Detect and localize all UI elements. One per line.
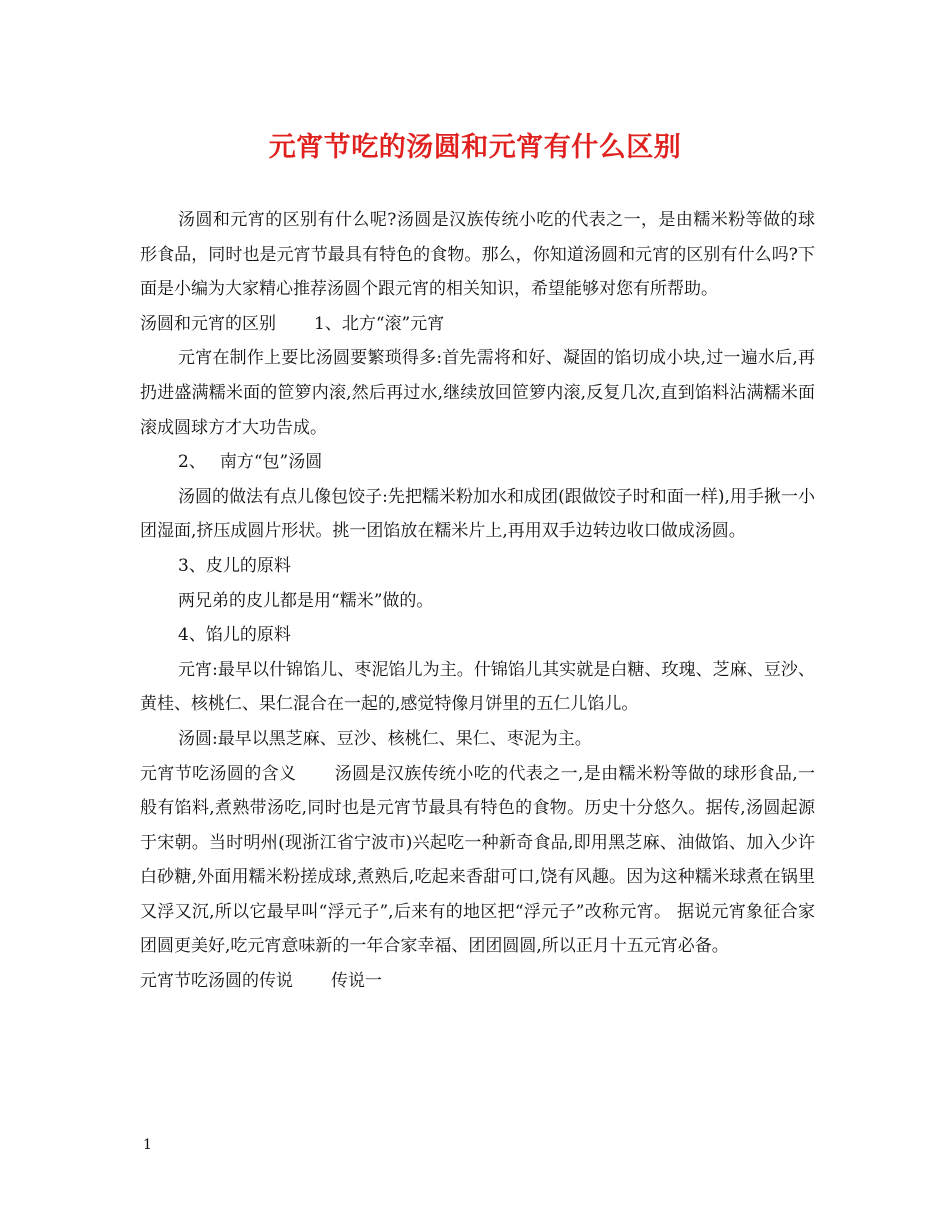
item1-title: 1、北方“滚”元宵	[314, 313, 445, 334]
section2-text: 汤圆是汉族传统小吃的代表之一,是由糯米粉等做的球形食品,一般有馅料,煮熟带汤吃,同时也是元宵节最具有特色的食物。历史十分悠久。据传,汤圆起源于宋朝。当时明州(现浙江省宁波市)兴起吃一种新奇食品,即用黑芝麻、油做馅、加入少许白砂糖,外面用糯米粉搓成球,煮熟后,吃起来香甜可口,饶有风趣。因为这种糯米球煮在锅里又浮又沉,所以它最早叫“浮元子”,后来有的地区把“浮元子”改称元宵。 据说元宵象征合家团圆更美好,吃元宵意味新的一年合家幸福、团团圆圆,所以正月十五元宵必备。	[140, 763, 816, 957]
item4-paragraph-yuanxiao: 元宵:最早以什锦馅儿、枣泥馅儿为主。什锦馅儿其实就是白糖、玫瑰、芝麻、豆沙、黄桂、核桃仁、果仁混合在一起的,感觉特像月饼里的五仁儿馅儿。	[140, 659, 815, 715]
item2-title-line	[140, 445, 815, 480]
section2-heading: 元宵节吃汤圆的含义	[140, 763, 297, 784]
document-title: 元宵节吃的汤圆和元宵有什么区别	[268, 132, 682, 163]
page-number: 1	[143, 1137, 152, 1153]
item1-paragraph: 元宵在制作上要比汤圆要繁琐得多:首先需将和好、凝固的馅切成小块,过一遍水后,再扔进盛满糯米面的笸箩内滚,然后再过水,继续放回笸箩内滚,反复几次,直到馅料沾满糯米面滚成圆球方才大功告成。	[140, 348, 815, 438]
section3-subheading: 传说一	[331, 971, 382, 992]
item2-number: 2、	[178, 452, 206, 473]
section2-paragraph	[140, 757, 815, 965]
item4-paragraph-tangyuan: 汤圆:最早以黑芝麻、豆沙、核桃仁、果仁、枣泥为主。	[178, 728, 592, 749]
intro-paragraph: 汤圆和元宵的区别有什么呢?汤圆是汉族传统小吃的代表之一，是由糯米粉等做的球形食品，同时也是元宵节最具有特色的食物。那么，你知道汤圆和元宵的区别有什么吗?下面是小编为大家精心推荐汤圆个跟元宵的相关知识，希望能够对您有所帮助。	[140, 210, 815, 300]
section3-heading-line	[140, 964, 815, 999]
item2-title: 南方“包”汤圆	[219, 452, 323, 473]
section1-heading-line	[140, 307, 815, 342]
document-body	[140, 203, 815, 999]
item4-title: 4、馅儿的原料	[178, 625, 291, 646]
item2-paragraph: 汤圆的做法有点儿像包饺子:先把糯米粉加水和成团(跟做饺子时和面一样),用手揪一小团湿面,挤压成圆片形状。挑一团馅放在糯米片上,再用双手边转边收口做成汤圆。	[140, 486, 815, 542]
section1-heading: 汤圆和元宵的区别	[140, 313, 276, 334]
item3-title: 3、皮儿的原料	[178, 555, 291, 576]
section3-heading: 元宵节吃汤圆的传说	[140, 971, 293, 992]
item3-paragraph: 两兄弟的皮儿都是用“糯米”做的。	[178, 590, 434, 611]
